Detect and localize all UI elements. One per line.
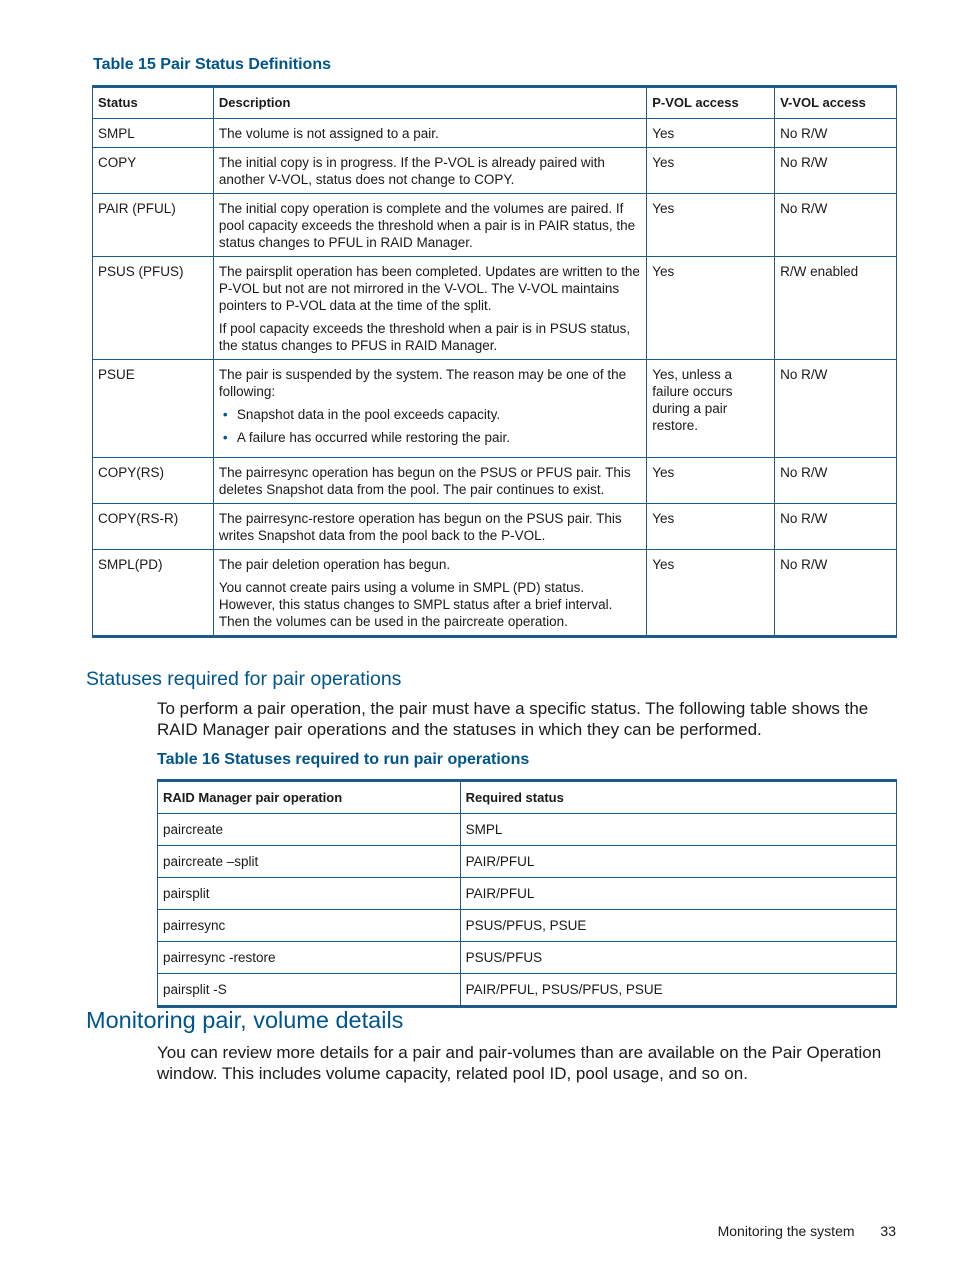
table-row <box>93 458 897 504</box>
status-cell: PSUS (PFUS) <box>93 257 214 360</box>
pvol-access-cell: Yes <box>647 458 775 504</box>
status-cell: SMPL(PD) <box>93 550 214 637</box>
table-row <box>93 504 897 550</box>
table-row <box>93 148 897 194</box>
description-text: The pairresync-restore operation has begun on the PSUS pair. This writes Snapshot data from the pool back to the P-VOL. <box>218 511 622 543</box>
bullet-item: • A failure has occurred while restoring the pair. <box>237 429 641 446</box>
pvol-access-cell: Yes, unless a failure occurs during a pair restore. <box>647 360 775 458</box>
section-heading-statuses: Statuses required for pair operations <box>86 668 402 690</box>
description-text: The initial copy is in progress. If the P-VOL is already paired with another V-VOL, status does not change to COPY. <box>218 155 605 187</box>
vvol-access-cell: No R/W <box>775 194 897 257</box>
description-text: The pair is suspended by the system. The reason may be one of the following: <box>218 367 627 399</box>
operation-cell: pairresync <box>158 910 461 942</box>
description-text: You cannot create pairs using a volume in SMPL (PD) status. However, this status changes to SMPL status after a brief interval. Then the volumes can be used in the paircreate operation. <box>218 580 613 629</box>
footer-section-title: Monitoring the system <box>717 1223 855 1239</box>
vvol-access-cell: No R/W <box>775 148 897 194</box>
pvol-access-cell: Yes <box>647 194 775 257</box>
column-header-vvol-access: V-VOL access <box>775 87 897 119</box>
table-header-row <box>93 87 897 119</box>
required-status-cell: PSUS/PFUS, PSUE <box>460 910 896 942</box>
column-header-pvol-access: P-VOL access <box>647 87 775 119</box>
table-15-caption: Table 15 Pair Status Definitions <box>93 56 331 73</box>
section-heading-monitoring: Monitoring pair, volume details <box>86 1007 404 1033</box>
bullet-item: • Snapshot data in the pool exceeds capacity. <box>237 406 641 423</box>
table-row <box>93 257 897 360</box>
description-text: The pair deletion operation has begun. <box>218 557 451 572</box>
table-16-caption: Table 16 Statuses required to run pair operations <box>157 751 530 768</box>
page-footer <box>718 1223 896 1239</box>
description-text: The pairsplit operation has been completed. Updates are written to the P-VOL but not are not mirrored in the V-VOL. The V-VOL maintains pointers to P-VOL data at the time of the split. <box>218 264 640 313</box>
vvol-access-cell: No R/W <box>775 550 897 637</box>
table-row <box>93 194 897 257</box>
operation-cell: pairsplit <box>158 878 461 910</box>
table-row <box>158 878 897 910</box>
required-status-cell: PAIR/PFUL <box>460 878 896 910</box>
pvol-access-cell: Yes <box>647 119 775 148</box>
required-status-cell: PAIR/PFUL, PSUS/PFUS, PSUE <box>460 974 896 1007</box>
description-text: The initial copy operation is complete and the volumes are paired. If pool capacity exceeds the threshold when a pair is in PAIR status, the status changes to PFUL in RAID Manager. <box>218 201 636 250</box>
vvol-access-cell: No R/W <box>775 504 897 550</box>
vvol-access-cell: No R/W <box>775 360 897 458</box>
operation-cell: paircreate –split <box>158 846 461 878</box>
table-row <box>158 974 897 1007</box>
bullet-list <box>219 406 641 446</box>
status-cell: SMPL <box>93 119 214 148</box>
column-header-operation: RAID Manager pair operation <box>158 781 461 814</box>
pair-operations-table <box>157 779 897 1008</box>
vvol-access-cell: No R/W <box>775 119 897 148</box>
description-cell <box>213 194 646 257</box>
vvol-access-cell: No R/W <box>775 458 897 504</box>
table-row <box>158 910 897 942</box>
column-header-description: Description <box>213 87 646 119</box>
table-row <box>158 814 897 846</box>
operation-cell: paircreate <box>158 814 461 846</box>
description-cell <box>213 257 646 360</box>
pvol-access-cell: Yes <box>647 148 775 194</box>
vvol-access-cell: R/W enabled <box>775 257 897 360</box>
table-row <box>93 119 897 148</box>
description-cell <box>213 360 646 458</box>
pvol-access-cell: Yes <box>647 257 775 360</box>
operation-cell: pairsplit -S <box>158 974 461 1007</box>
required-status-cell: SMPL <box>460 814 896 846</box>
table-row <box>158 942 897 974</box>
pvol-access-cell: Yes <box>647 504 775 550</box>
column-header-status: Status <box>93 87 214 119</box>
pvol-access-cell: Yes <box>647 550 775 637</box>
required-status-cell: PAIR/PFUL <box>460 846 896 878</box>
operation-cell: pairresync -restore <box>158 942 461 974</box>
description-text: The pairresync operation has begun on the PSUS or PFUS pair. This deletes Snapshot data from the pool. The pair continues to exist. <box>218 465 631 497</box>
description-cell <box>213 504 646 550</box>
table-row <box>93 550 897 637</box>
status-cell: COPY(RS-R) <box>93 504 214 550</box>
section-body-monitoring: You can review more details for a pair and pair-volumes than are available on the Pair Operation window. This includes volume capacity, related pool ID, pool usage, and so on. <box>157 1043 882 1083</box>
description-cell <box>213 119 646 148</box>
table-row <box>158 846 897 878</box>
section-body-statuses: To perform a pair operation, the pair must have a specific status. The following table shows the RAID Manager pair operations and the statuses in which they can be performed. <box>157 699 869 739</box>
pair-status-table <box>92 85 897 638</box>
status-cell: COPY <box>93 148 214 194</box>
description-cell <box>213 148 646 194</box>
page-number: 33 <box>880 1223 896 1239</box>
required-status-cell: PSUS/PFUS <box>460 942 896 974</box>
status-cell: COPY(RS) <box>93 458 214 504</box>
description-cell <box>213 550 646 637</box>
description-text: The volume is not assigned to a pair. <box>218 126 439 141</box>
table-header-row <box>158 781 897 814</box>
column-header-required-status: Required status <box>460 781 896 814</box>
description-text: If pool capacity exceeds the threshold when a pair is in PSUS status, the status changes to PFUS in RAID Manager. <box>218 321 631 353</box>
table-row <box>93 360 897 458</box>
description-cell <box>213 458 646 504</box>
status-cell: PSUE <box>93 360 214 458</box>
status-cell: PAIR (PFUL) <box>93 194 214 257</box>
